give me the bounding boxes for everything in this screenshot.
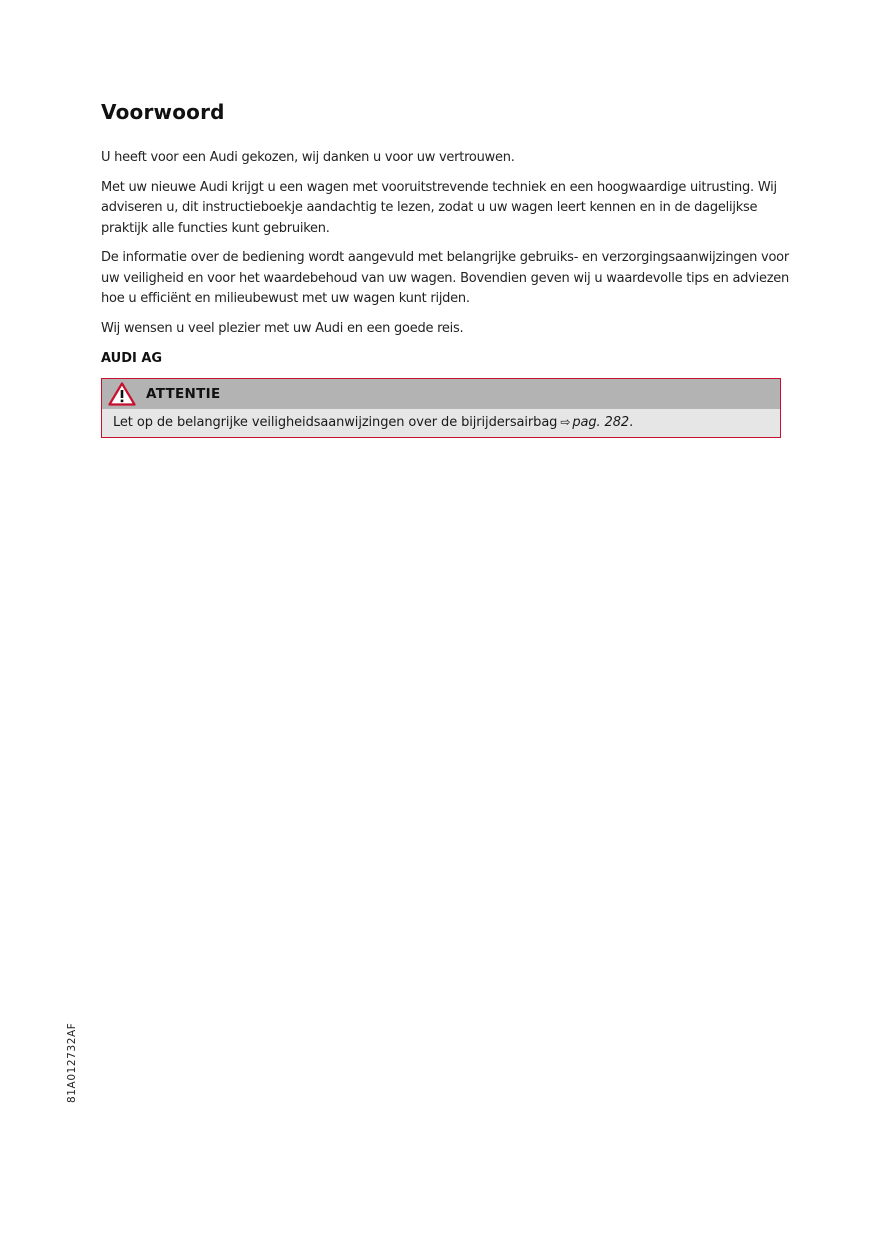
warning-title: ATTENTIE — [146, 386, 221, 402]
warning-header — [102, 379, 780, 409]
page-reference-link[interactable]: pag. 282 — [572, 415, 630, 430]
intro-paragraph: U heeft voor een Audi gekozen, wij danken u voor uw vertrouwen. — [101, 150, 515, 165]
warning-box — [101, 378, 781, 438]
page-reference-arrow-icon: ⇨ — [560, 415, 571, 429]
information-paragraph: De informatie over de bediening wordt aangevuld met belangrijke gebruiks- en verzorgingsaanwijzingen voor uw veiligheid en voor het waardebehoud van uw wagen. Bovendien geven wij u waardevolle tips en adviezen hoe u efficiënt en milieubewust met uw wagen kunt rijden. — [101, 250, 790, 306]
page-content — [101, 100, 791, 438]
warning-period: . — [629, 415, 634, 430]
closing-paragraph: Wij wensen u veel plezier met uw Audi en een goede reis. — [101, 320, 464, 336]
warning-text — [102, 409, 780, 437]
document-code: 81A012732AF — [66, 1022, 78, 1103]
technique-paragraph: Met uw nieuwe Audi krijgt u een wagen met vooruitstrevende techniek en een hoogwaardige uitrusting. Wij adviseren u, dit instructieboekje aandachtig te lezen, zodat u uw wagen leert kennen en in de dagelijkse praktijk alle functies kunt gebruiken. — [101, 179, 777, 236]
page-title: Voorwoord — [101, 100, 225, 124]
warning-triangle-icon — [108, 382, 136, 406]
signature: AUDI AG — [101, 351, 163, 366]
warning-message: Let op de belangrijke veiligheidsaanwijzingen over de bijrijdersairbag — [113, 415, 558, 430]
